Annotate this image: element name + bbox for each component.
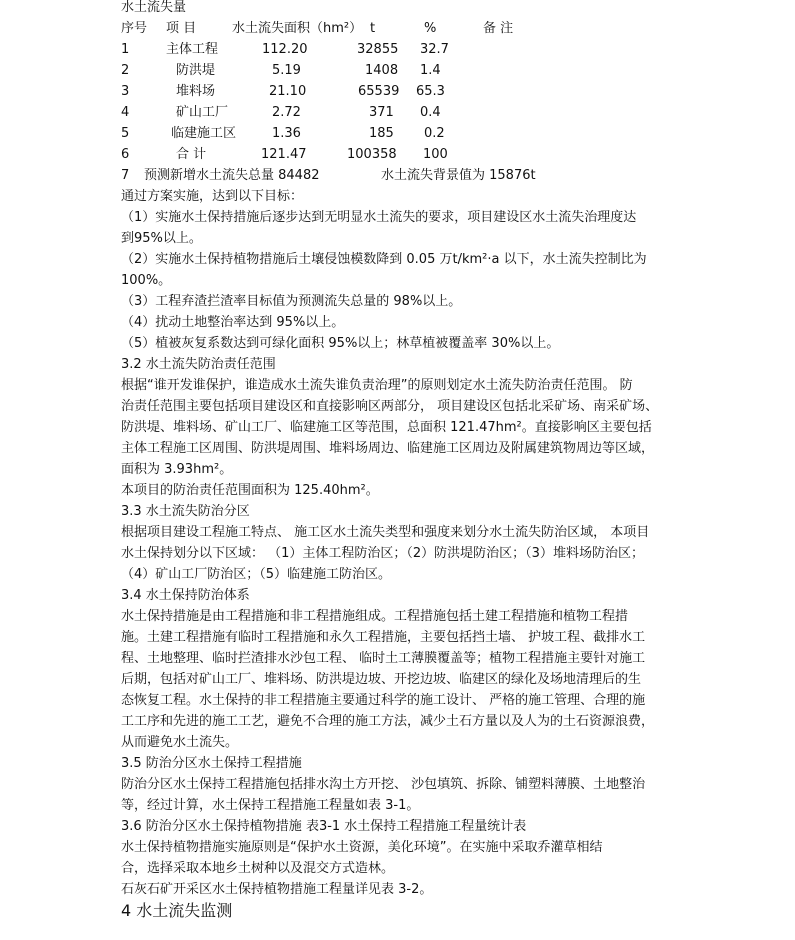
row-t: 185 [369,126,394,141]
row-t: 32855 [357,42,399,57]
header-no: 序号 [121,21,148,36]
row-item: 防洪堤 [176,63,216,78]
row-item: 合 计 [176,147,207,162]
header-item: 项 目 [166,21,197,36]
text-line: （2）实施水土保持植物措施后土壤侵蚀模数降到 0.05 万t/km²·a 以下，水土流失控制比为 [121,252,647,267]
row-t: 65539 [358,84,400,99]
row-item: 堆料场 [176,84,216,99]
row-pct: 0.2 [424,126,445,141]
text-line: 水土保持划分以下区域： （1）主体工程防治区；（2）防洪堤防治区；（3）堆料场防治区； [121,546,644,561]
row-predicted-total: 预测新增水土流失总量 84482 [144,168,320,183]
section-heading-3-3: 3.3 水土流失防治分区 [121,504,250,519]
row-no: 2 [121,63,130,78]
row-area: 21.10 [269,84,307,99]
text-line: 面积为 3.93hm²。 [121,462,233,477]
row-area: 121.47 [261,147,307,162]
row-pct: 0.4 [420,105,441,120]
row-background-value: 水土流失背景值为 15876t [381,168,536,183]
row-t: 371 [369,105,394,120]
text-line: 水土保持措施是由工程措施和非工程措施组成。工程措施包括土建工程措施和植物工程措 [121,609,629,624]
text-line: 本项目的防治责任范围面积为 125.40hm²。 [121,483,379,498]
text-line: （1）实施水土保持措施后逐步达到无明显水土流失的要求，项目建设区水土流失治理度达 [121,210,637,225]
text-line: 态恢复工程。水土保持的非工程措施主要通过科学的施工设计、 严格的施工管理、合理的施 [121,693,646,708]
row-no: 7 [121,168,130,183]
row-area: 2.72 [272,105,301,120]
text-line: 通过方案实施，达到以下目标： [121,189,304,204]
row-pct: 100 [423,147,448,162]
text-line: 施。土建工程措施有临时工程措施和永久工程措施，主要包括挡土墙、 护坡工程、截排水工 [121,630,646,645]
row-no: 4 [121,105,130,120]
text-line: 到95%以上。 [121,231,202,246]
row-pct: 65.3 [416,84,445,99]
text-line: 根据“谁开发谁保护，谁造成水土流失谁负责治理”的原则划定水土流失防治责任范围。 防 [121,378,633,393]
row-item: 主体工程 [166,42,219,57]
row-t: 100358 [347,147,397,162]
text-line: 石灰石矿开采区水土保持植物措施工程量详见表 3-2。 [121,882,433,897]
row-pct: 32.7 [420,42,449,57]
row-no: 6 [121,147,130,162]
text-line: （4）矿山工厂防治区；（5）临建施工防治区。 [121,567,392,582]
row-pct: 1.4 [420,63,441,78]
section-heading-4: 4 水土流失监测 [121,901,233,920]
text-line: 治责任范围主要包括项目建设区和直接影响区两部分， 项目建设区包括北采矿场、南采矿场、 [121,399,659,414]
row-area: 112.20 [262,42,308,57]
table-title: 水土流失量 [121,0,187,15]
text-line: 防治分区水土保持工程措施包括排水沟土方开挖、 沙包填筑、拆除、铺塑料薄膜、土地整治 [121,777,646,792]
text-line: 合，选择采取本地乡土树种以及混交方式造林。 [121,861,395,876]
text-line: （4）扰动土地整治率达到 95%以上。 [121,315,345,330]
row-item: 临建施工区 [171,126,237,141]
header-area: 水土流失面积（hm²） [232,21,363,36]
text-line: 后期，包括对矿山工厂、堆料场、防洪堤边坡、开挖边坡、临建区的绿化及场地清理后的生 [121,672,642,687]
row-no: 5 [121,126,130,141]
row-item: 矿山工厂 [176,105,229,120]
text-line: 防洪堤、堆料场、矿山工厂、临建施工区等范围，总面积 121.47hm²。直接影响区主要包括 [121,420,652,435]
text-line: 主体工程施工区周围、防洪堤周围、堆料场周边、临建施工区周边及附属建筑物周边等区域， [121,441,655,456]
row-area: 1.36 [272,126,301,141]
text-line: 工工序和先进的施工工艺，避免不合理的施工方法，减少土石方量以及人为的土石资源浪费， [121,714,655,729]
section-heading-3-4: 3.4 水土保持防治体系 [121,588,250,603]
row-area: 5.19 [272,63,301,78]
text-line: 水土保持植物措施实施原则是“保护水土资源，美化环境”。在实施中采取乔灌草相结 [121,840,603,855]
section-heading-3-6: 3.6 防治分区水土保持植物措施 表3-1 水土保持工程措施工程量统计表 [121,819,527,834]
header-t: t [370,21,376,36]
header-remark: 备 注 [483,21,514,36]
text-line: 从而避免水土流失。 [121,735,239,750]
section-heading-3-5: 3.5 防治分区水土保持工程措施 [121,756,302,771]
text-line: 根据项目建设工程施工特点、 施工区水土流失类型和强度来划分水土流失防治区域， 本项目 [121,525,650,540]
text-line: 100%。 [121,273,172,288]
header-pct: % [424,21,437,36]
text-line: 程、土地整理、临时拦渣排水沙包工程、 临时土工薄膜覆盖等；植物工程措施主要针对施工 [121,651,646,666]
section-heading-3-2: 3.2 水土流失防治责任范围 [121,357,276,372]
row-no: 1 [121,42,130,57]
text-line: （5）植被灰复系数达到可绿化面积 95%以上；林草植被覆盖率 30%以上。 [121,336,560,351]
text-line: 等，经过计算，水土保持工程措施工程量如表 3-1。 [121,798,420,813]
text-line: （3）工程弃渣拦渣率目标值为预测流失总量的 98%以上。 [121,294,462,309]
row-t: 1408 [365,63,399,78]
row-no: 3 [121,84,130,99]
